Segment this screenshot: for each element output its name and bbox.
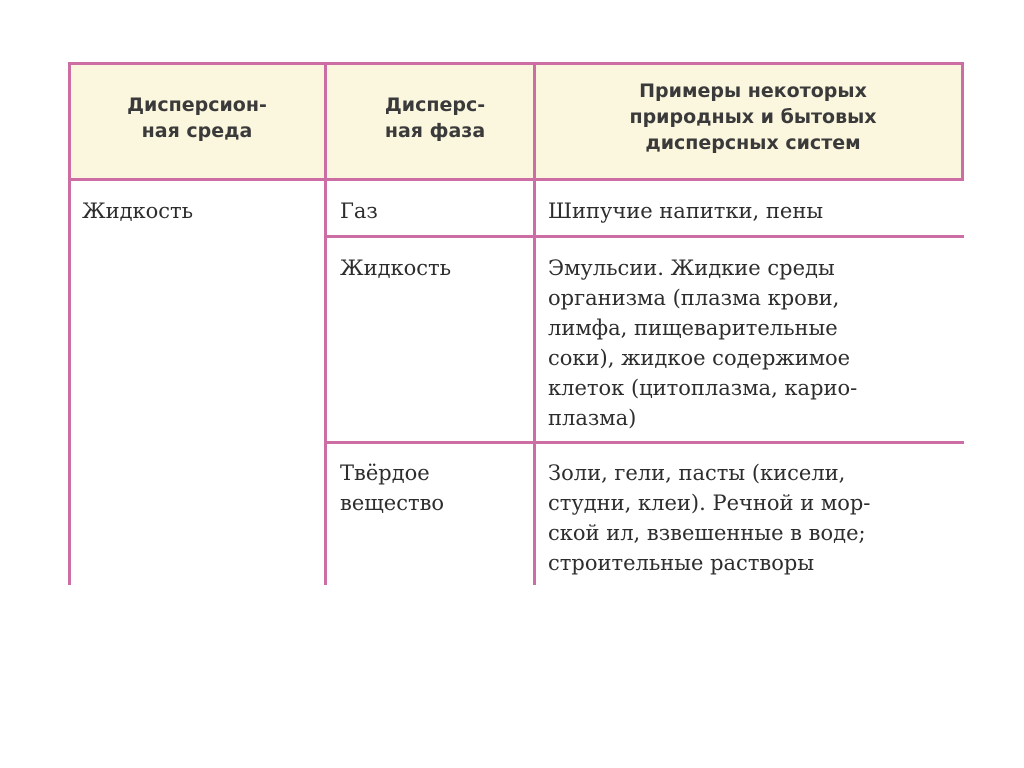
examples-cell-liquid: Эмульсии. Жидкие среды организма (плазма крови, лимфа, пищеварительные соки), жидкое содержимое клеток (цитоплазма, карио- плазма) bbox=[548, 256, 858, 430]
table-right-border bbox=[961, 62, 964, 178]
phase-cell-liquid: Жидкость bbox=[340, 256, 452, 280]
examples-cell-solid: Золи, гели, пасты (кисели, студни, клеи). Речной и мор- ской ил, взвешенные в воде; строительные растворы bbox=[548, 461, 871, 575]
phase-cell-gas: Газ bbox=[340, 199, 378, 223]
phase-cell-solid: Твёрдое вещество bbox=[340, 461, 445, 515]
column-divider-1 bbox=[324, 62, 327, 585]
dispersion-table bbox=[68, 62, 964, 585]
medium-cell: Жидкость bbox=[82, 199, 194, 223]
header-bottom-border bbox=[68, 178, 964, 181]
examples-cell-gas: Шипучие напитки, пены bbox=[548, 199, 824, 223]
header-phase: Дисперс- ная фаза bbox=[384, 94, 486, 142]
column-divider-2 bbox=[533, 62, 536, 585]
table-left-border bbox=[68, 62, 71, 585]
header-medium: Дисперсион- ная среда bbox=[127, 94, 267, 142]
row-divider-1 bbox=[324, 235, 964, 238]
row-divider-2 bbox=[324, 441, 964, 444]
table-top-border bbox=[68, 62, 964, 65]
header-examples: Примеры некоторых природных и бытовых дисперсных систем bbox=[629, 80, 877, 154]
